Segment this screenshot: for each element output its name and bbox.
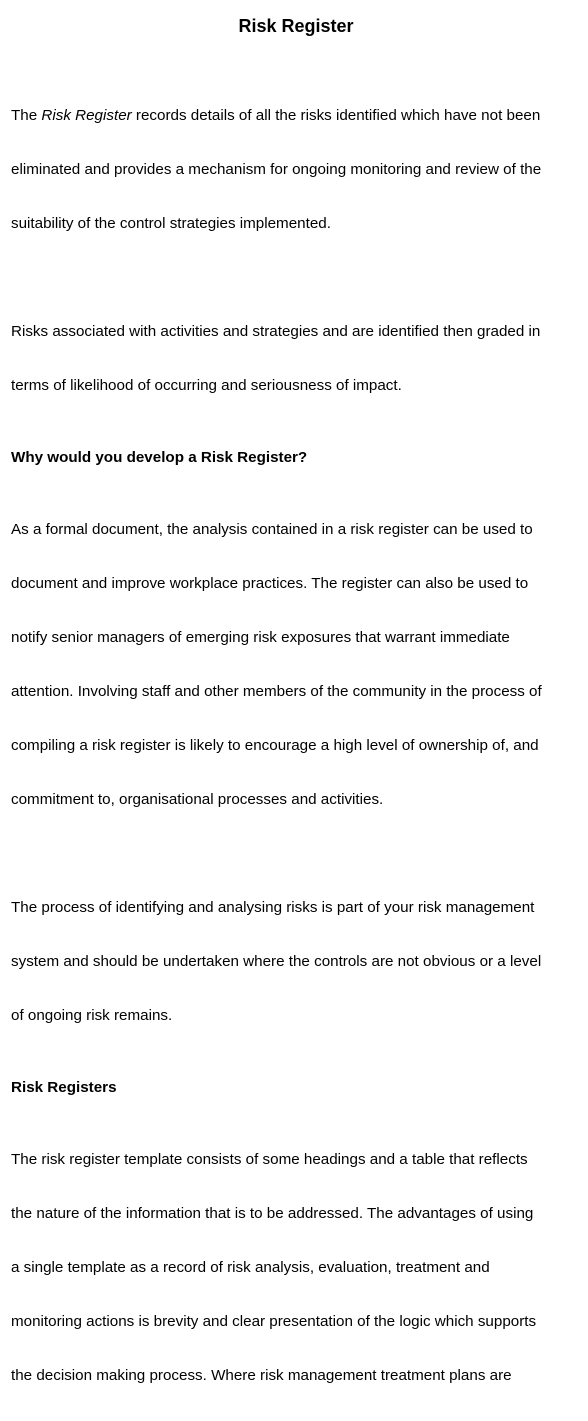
graded-line-2: terms of likelihood of occurring and seriousness of impact. xyxy=(11,377,402,394)
spacer xyxy=(11,1061,581,1079)
spacer xyxy=(11,467,581,485)
document-page xyxy=(11,15,581,1421)
graded-line-1: Risks associated with activities and strategies and are identified then graded in xyxy=(11,323,541,340)
template-paragraph xyxy=(11,1115,581,1421)
process-line-3: of ongoing risk remains. xyxy=(11,1007,173,1024)
process-line-1: The process of identifying and analysing risks is part of your risk management xyxy=(11,899,535,916)
formal-line-1: As a formal document, the analysis contained in a risk register can be used to xyxy=(11,521,533,538)
intro-line-3: suitability of the control strategies implemented. xyxy=(11,215,331,232)
risk-register-italic: Risk Register xyxy=(41,107,132,124)
template-line-5: the decision making process. Where risk management treatment plans are xyxy=(11,1367,512,1384)
intro-line-1: The Risk Register records details of all the risks identified which have not been xyxy=(11,107,541,124)
spacer xyxy=(11,431,581,449)
template-line-4: monitoring actions is brevity and clear presentation of the logic which supports xyxy=(11,1313,537,1330)
formal-line-6: commitment to, organisational processes and activities. xyxy=(11,791,384,808)
formal-line-5: compiling a risk register is likely to encourage a high level of ownership of, and xyxy=(11,737,539,754)
spacer xyxy=(11,1097,581,1115)
spacer xyxy=(11,845,581,863)
formal-line-3: notify senior managers of emerging risk exposures that warrant immediate xyxy=(11,629,510,646)
registers-heading: Risk Registers xyxy=(11,1079,117,1096)
formal-line-2: document and improve workplace practices. The register can also be used to xyxy=(11,575,529,592)
spacer xyxy=(11,37,581,71)
spacer xyxy=(11,269,581,287)
page-title: Risk Register xyxy=(238,16,354,36)
formal-paragraph xyxy=(11,485,581,845)
why-heading: Why would you develop a Risk Register? xyxy=(11,449,308,466)
template-line-2: the nature of the information that is to be addressed. The advantages of using xyxy=(11,1205,534,1222)
template-line-3: a single template as a record of risk analysis, evaluation, treatment and xyxy=(11,1259,490,1276)
process-line-2: system and should be undertaken where the controls are not obvious or a level xyxy=(11,953,542,970)
graded-paragraph xyxy=(11,287,581,431)
intro-paragraph xyxy=(11,71,581,269)
template-line-1: The risk register template consists of some headings and a table that reflects xyxy=(11,1151,528,1168)
process-paragraph xyxy=(11,863,581,1061)
intro-line-2: eliminated and provides a mechanism for ongoing monitoring and review of the xyxy=(11,161,542,178)
formal-line-4: attention. Involving staff and other members of the community in the process of xyxy=(11,683,542,700)
